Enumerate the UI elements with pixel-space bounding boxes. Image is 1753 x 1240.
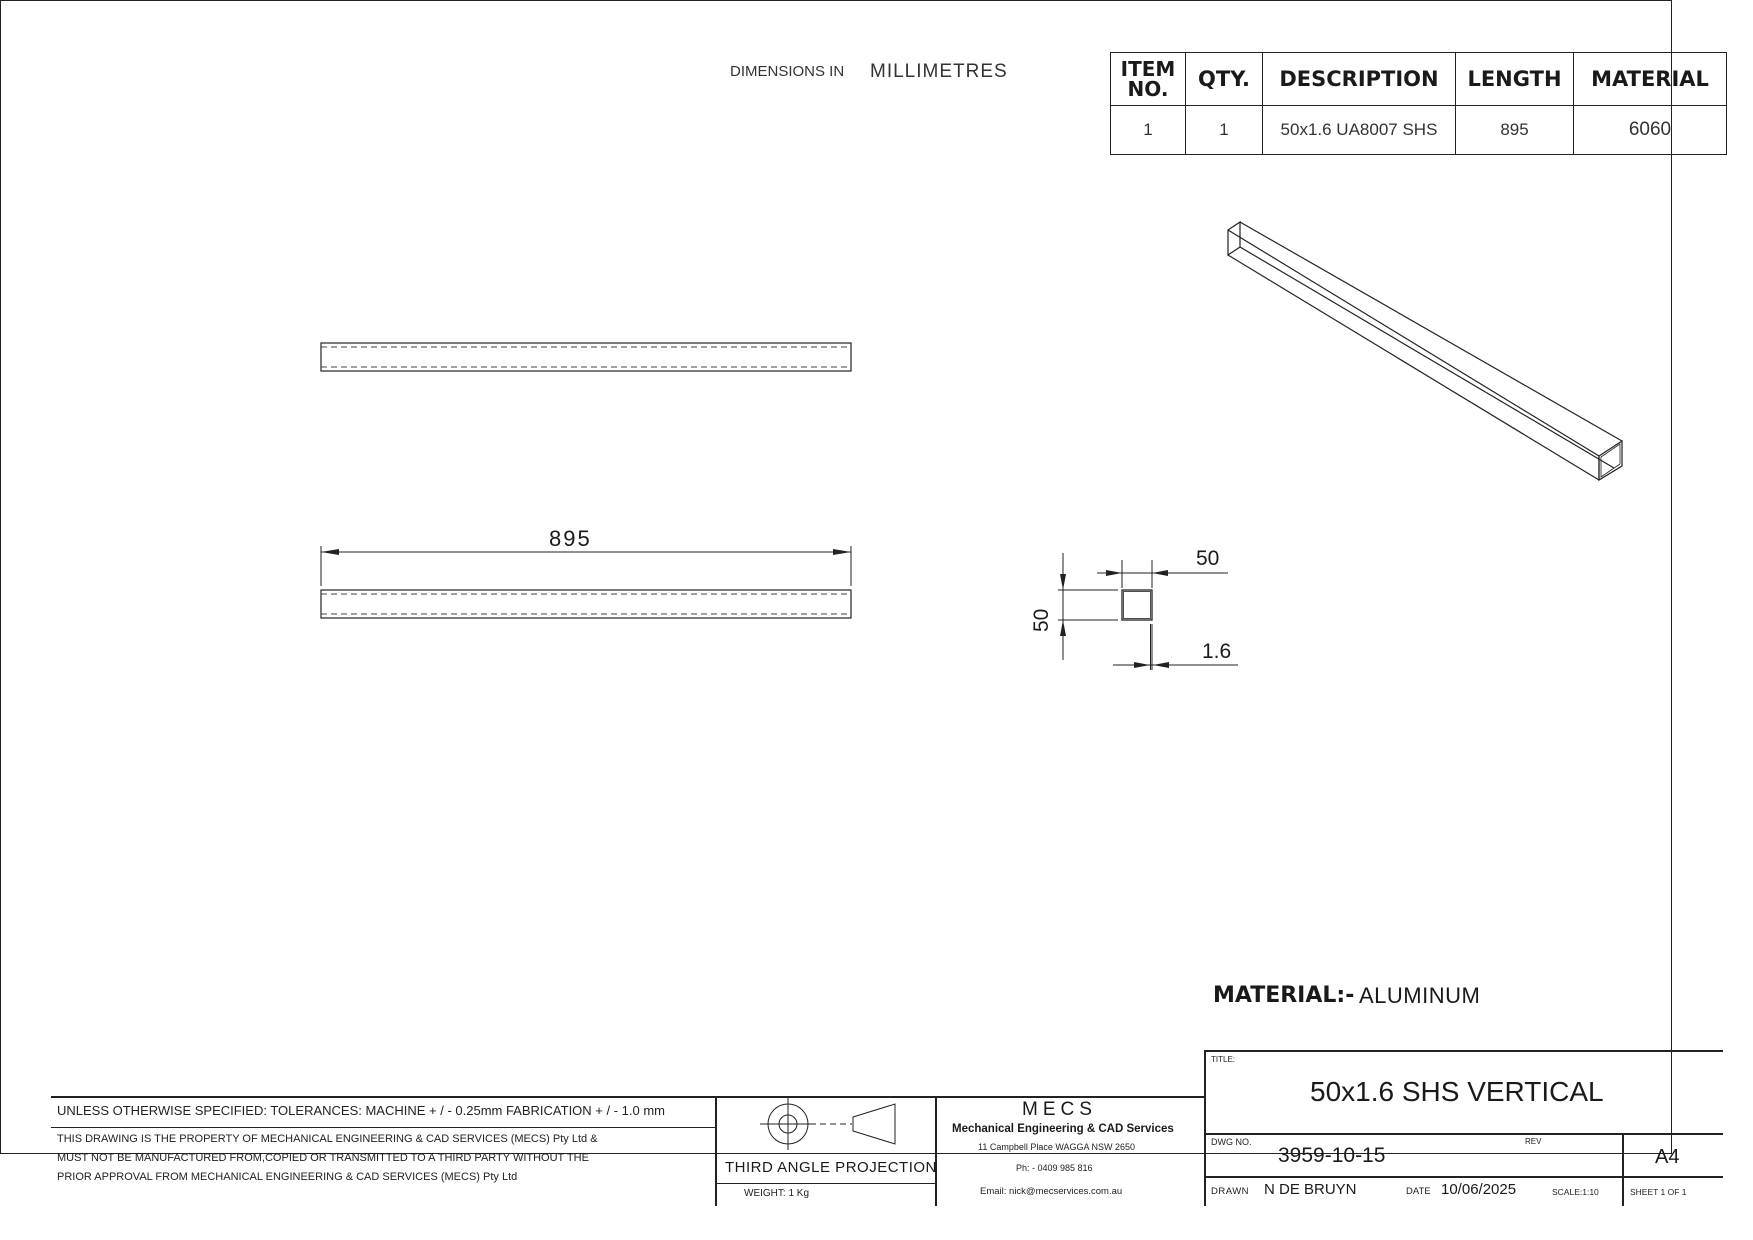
company-phone: Ph: - 0409 985 816 (1016, 1163, 1093, 1173)
company-name: Mechanical Engineering & CAD Services (952, 1123, 1174, 1135)
arrowhead (321, 549, 339, 555)
dwg-no: 3959-10-15 (1278, 1144, 1386, 1167)
drawn-by: N DE BRUYN (1264, 1181, 1357, 1198)
dwg-no-label: DWG NO. (1211, 1137, 1252, 1147)
bom-header-item-no: ITEM NO. (1111, 53, 1186, 106)
title-block-border (715, 1096, 717, 1206)
section-inner (1124, 592, 1151, 619)
bom-cell-length: 895 (1456, 106, 1574, 155)
dimension-text-width: 50 (1196, 547, 1220, 570)
arrowhead (1060, 620, 1066, 636)
title-block-border (1204, 1176, 1723, 1178)
third-angle-projection-icon (760, 1098, 895, 1150)
company-email: Email: nick@mecservices.com.au (980, 1186, 1123, 1197)
sheet-label: SHEET 1 OF 1 (1630, 1187, 1687, 1197)
section-outer (1122, 590, 1152, 620)
bom-cell-material: 6060 (1574, 106, 1727, 155)
sheet-size: A4 (1655, 1146, 1680, 1168)
bom-cell-item-no: 1 (1111, 106, 1186, 155)
drawn-label: DRAWN (1211, 1186, 1250, 1197)
title-block-border (51, 1127, 716, 1128)
rev-label: REV (1525, 1137, 1542, 1146)
bom-header-length: LENGTH (1456, 53, 1574, 106)
dimensions-note-label: DIMENSIONS IN (730, 63, 845, 80)
bom-header-description: DESCRIPTION (1263, 53, 1456, 106)
dimensions-note-units: MILLIMETRES (870, 61, 1008, 82)
title-block-border (715, 1183, 935, 1184)
arrowhead (1153, 662, 1169, 668)
dimension-text-length: 895 (549, 526, 592, 551)
bom-cell-description: 50x1.6 UA8007 SHS (1263, 106, 1456, 155)
company-address: 11 Campbell Place WAGGA NSW 2650 (978, 1142, 1136, 1152)
title-block-border (1204, 1133, 1723, 1135)
material-note-label: MATERIAL:- (1213, 983, 1355, 1008)
company-logo: MECS (1022, 1099, 1097, 1120)
bom-header-material: MATERIAL (1574, 53, 1727, 106)
title-block-border (1622, 1133, 1624, 1206)
property-notice-line: THIS DRAWING IS THE PROPERTY OF MECHANICAL ENGINEERING & CAD SERVICES (MECS) Pty Ltd & (57, 1133, 598, 1145)
property-notice-line: PRIOR APPROVAL FROM MECHANICAL ENGINEERING & CAD SERVICES (MECS) Pty Ltd (57, 1171, 518, 1183)
material-note-value: ALUMINUM (1359, 983, 1481, 1008)
weight-label: WEIGHT: 1 Kg (744, 1188, 810, 1199)
arrowhead (833, 549, 851, 555)
title-label: TITLE: (1211, 1055, 1236, 1064)
dimension-text-thickness: 1.6 (1202, 640, 1232, 663)
title-block-border (935, 1096, 937, 1206)
drawing-date: 10/06/2025 (1441, 1181, 1517, 1198)
dimension-text-height: 50 (1030, 608, 1053, 632)
arrowhead (1106, 570, 1122, 576)
arrowhead (1134, 662, 1150, 668)
date-label: DATE (1406, 1186, 1431, 1197)
drawing-title: 50x1.6 SHS VERTICAL (1310, 1076, 1604, 1107)
bom-cell-qty: 1 (1186, 106, 1263, 155)
bom-header-qty: QTY. (1186, 53, 1263, 106)
tolerances-note: UNLESS OTHERWISE SPECIFIED: TOLERANCES: MACHINE + / - 0.25mm FABRICATION + / - 1.0 mm (57, 1103, 665, 1118)
property-notice-line: MUST NOT BE MANUFACTURED FROM,COPIED OR TRANSMITTED TO A THIRD PARTY WITHOUT THE (57, 1152, 589, 1164)
arrowhead (1152, 570, 1168, 576)
arrowhead (1060, 574, 1066, 590)
isometric-view (1228, 222, 1622, 480)
projection-label: THIRD ANGLE PROJECTION (725, 1159, 937, 1176)
title-block-border (1204, 1050, 1723, 1052)
title-block-border (51, 1096, 1204, 1098)
scale-label: SCALE:1:10 (1552, 1187, 1599, 1197)
title-block-border (1204, 1050, 1206, 1206)
